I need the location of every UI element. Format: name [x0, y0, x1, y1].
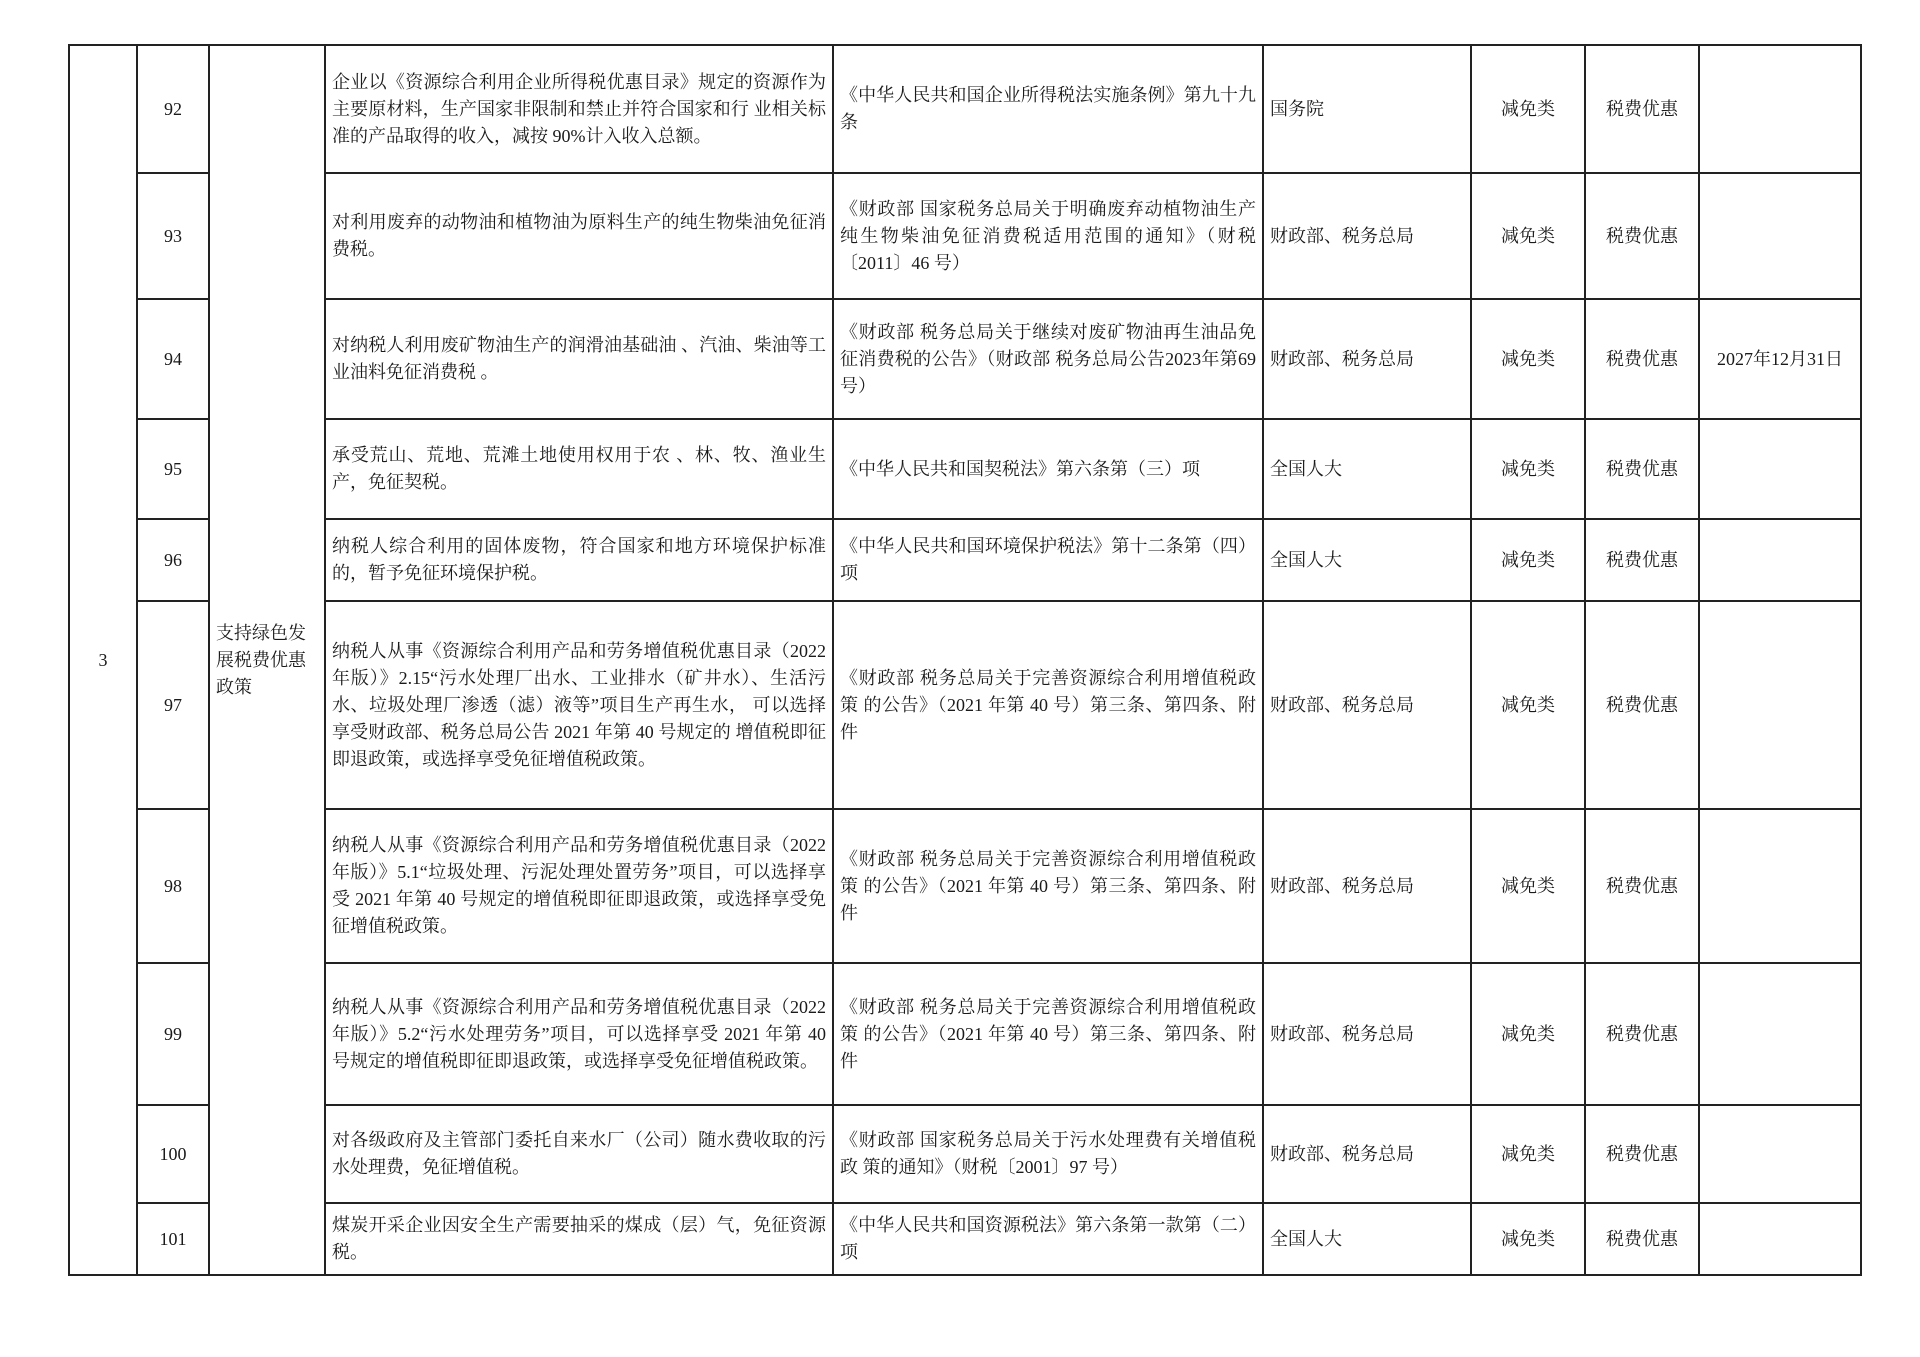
- table-row: [69, 519, 1861, 601]
- row-expiry: [1699, 1203, 1861, 1275]
- row-type: 减免类: [1471, 45, 1585, 173]
- policy-table: [68, 44, 1862, 1276]
- row-department: 财政部、税务总局: [1263, 173, 1471, 299]
- row-policy-type: 税费优惠: [1585, 601, 1699, 809]
- row-content: 对利用废弃的动物油和植物油为原料生产的纯生物柴油免征消费税。: [325, 173, 833, 299]
- row-department: 财政部、税务总局: [1263, 1105, 1471, 1203]
- category-name: 支持绿色发展税费优惠政策: [209, 45, 325, 1275]
- row-expiry: [1699, 963, 1861, 1105]
- row-department: 国务院: [1263, 45, 1471, 173]
- row-seq: 94: [137, 299, 209, 419]
- row-type: 减免类: [1471, 173, 1585, 299]
- row-policy-type: 税费优惠: [1585, 1203, 1699, 1275]
- row-seq: 101: [137, 1203, 209, 1275]
- row-content: 纳税人从事《资源综合利用产品和劳务增值税优惠目录（2022 年版）》5.1“垃圾处理、污泥处理处置劳务”项目，可以选择享受 2021 年第 40 号规定的增值税即征即退政策，或选择享受免征增值税政策。: [325, 809, 833, 963]
- row-policy-type: 税费优惠: [1585, 519, 1699, 601]
- table-row: [69, 419, 1861, 519]
- table-row: [69, 1203, 1861, 1275]
- row-expiry: [1699, 45, 1861, 173]
- table-row: [69, 1105, 1861, 1203]
- row-basis: 《中华人民共和国企业所得税法实施条例》第九十九 条: [833, 45, 1263, 173]
- row-expiry: [1699, 419, 1861, 519]
- row-content: 纳税人从事《资源综合利用产品和劳务增值税优惠目录（2022 年版）》5.2“污水处理劳务”项目，可以选择享受 2021 年第 40 号规定的增值税即征即退政策，或选择享受免征增值税政策。: [325, 963, 833, 1105]
- table-row: [69, 809, 1861, 963]
- row-expiry: [1699, 809, 1861, 963]
- row-type: 减免类: [1471, 809, 1585, 963]
- row-type: 减免类: [1471, 1203, 1585, 1275]
- row-expiry: 2027年12月31日: [1699, 299, 1861, 419]
- row-expiry: [1699, 519, 1861, 601]
- row-department: 财政部、税务总局: [1263, 809, 1471, 963]
- row-policy-type: 税费优惠: [1585, 299, 1699, 419]
- table-row: [69, 601, 1861, 809]
- row-department: 财政部、税务总局: [1263, 299, 1471, 419]
- row-policy-type: 税费优惠: [1585, 809, 1699, 963]
- row-policy-type: 税费优惠: [1585, 173, 1699, 299]
- category-number: 3: [69, 45, 137, 1275]
- row-seq: 96: [137, 519, 209, 601]
- table-row: [69, 299, 1861, 419]
- table-row: [69, 45, 1861, 173]
- row-type: 减免类: [1471, 963, 1585, 1105]
- row-seq: 95: [137, 419, 209, 519]
- row-policy-type: 税费优惠: [1585, 419, 1699, 519]
- row-content: 企业以《资源综合利用企业所得税优惠目录》规定的资源作为主要原材料，生产国家非限制和禁止并符合国家和行 业相关标准的产品取得的收入，减按 90%计入收入总额。: [325, 45, 833, 173]
- row-expiry: [1699, 601, 1861, 809]
- row-content: 煤炭开采企业因安全生产需要抽采的煤成（层）气，免征资源税。: [325, 1203, 833, 1275]
- row-seq: 100: [137, 1105, 209, 1203]
- row-basis: 《中华人民共和国契税法》第六条第（三）项: [833, 419, 1263, 519]
- row-type: 减免类: [1471, 299, 1585, 419]
- row-department: 全国人大: [1263, 419, 1471, 519]
- row-basis: 《财政部 国家税务总局关于污水处理费有关增值税政 策的通知》（财税〔2001〕97 号）: [833, 1105, 1263, 1203]
- row-department: 财政部、税务总局: [1263, 601, 1471, 809]
- row-basis: 《财政部 国家税务总局关于明确废弃动植物油生产 纯生物柴油免征消费税适用范围的通知》（财税〔2011〕46 号）: [833, 173, 1263, 299]
- table-row: [69, 173, 1861, 299]
- row-basis: 《财政部 税务总局关于完善资源综合利用增值税政策 的公告》（2021 年第 40 号）第三条、第四条、附件: [833, 809, 1263, 963]
- row-basis: 《中华人民共和国资源税法》第六条第一款第（二）项: [833, 1203, 1263, 1275]
- row-department: 全国人大: [1263, 519, 1471, 601]
- row-seq: 99: [137, 963, 209, 1105]
- row-basis: 《财政部 税务总局关于继续对废矿物油再生油品免征消费税的公告》（财政部 税务总局公告2023年第69号）: [833, 299, 1263, 419]
- row-basis: 《中华人民共和国环境保护税法》第十二条第（四） 项: [833, 519, 1263, 601]
- row-content: 纳税人从事《资源综合利用产品和劳务增值税优惠目录（2022 年版）》2.15“污水处理厂出水、工业排水（矿井水）、生活污水、垃圾处理厂渗透（滤）液等”项目生产再生水， 可以选择享受财政部、税务总局公告 2021 年第 40 号规定的 增值税即征即退政策，或选择享受免征增值税政策。: [325, 601, 833, 809]
- row-type: 减免类: [1471, 419, 1585, 519]
- row-content: 对各级政府及主管部门委托自来水厂（公司）随水费收取的污水处理费，免征增值税。: [325, 1105, 833, 1203]
- row-seq: 97: [137, 601, 209, 809]
- row-expiry: [1699, 1105, 1861, 1203]
- row-policy-type: 税费优惠: [1585, 963, 1699, 1105]
- row-policy-type: 税费优惠: [1585, 45, 1699, 173]
- row-expiry: [1699, 173, 1861, 299]
- table-row: [69, 963, 1861, 1105]
- row-type: 减免类: [1471, 1105, 1585, 1203]
- row-seq: 98: [137, 809, 209, 963]
- row-policy-type: 税费优惠: [1585, 1105, 1699, 1203]
- row-type: 减免类: [1471, 519, 1585, 601]
- row-department: 财政部、税务总局: [1263, 963, 1471, 1105]
- row-content: 对纳税人利用废矿物油生产的润滑油基础油 、汽油、柴油等工业油料免征消费税 。: [325, 299, 833, 419]
- row-content: 承受荒山、荒地、荒滩土地使用权用于农 、林、牧、渔业生产，免征契税。: [325, 419, 833, 519]
- row-department: 全国人大: [1263, 1203, 1471, 1275]
- row-seq: 93: [137, 173, 209, 299]
- row-type: 减免类: [1471, 601, 1585, 809]
- row-seq: 92: [137, 45, 209, 173]
- row-basis: 《财政部 税务总局关于完善资源综合利用增值税政策 的公告》（2021 年第 40 号）第三条、第四条、附件: [833, 601, 1263, 809]
- row-content: 纳税人综合利用的固体废物，符合国家和地方环境保护标准的，暂予免征环境保护税。: [325, 519, 833, 601]
- row-basis: 《财政部 税务总局关于完善资源综合利用增值税政策 的公告》（2021 年第 40 号）第三条、第四条、附件: [833, 963, 1263, 1105]
